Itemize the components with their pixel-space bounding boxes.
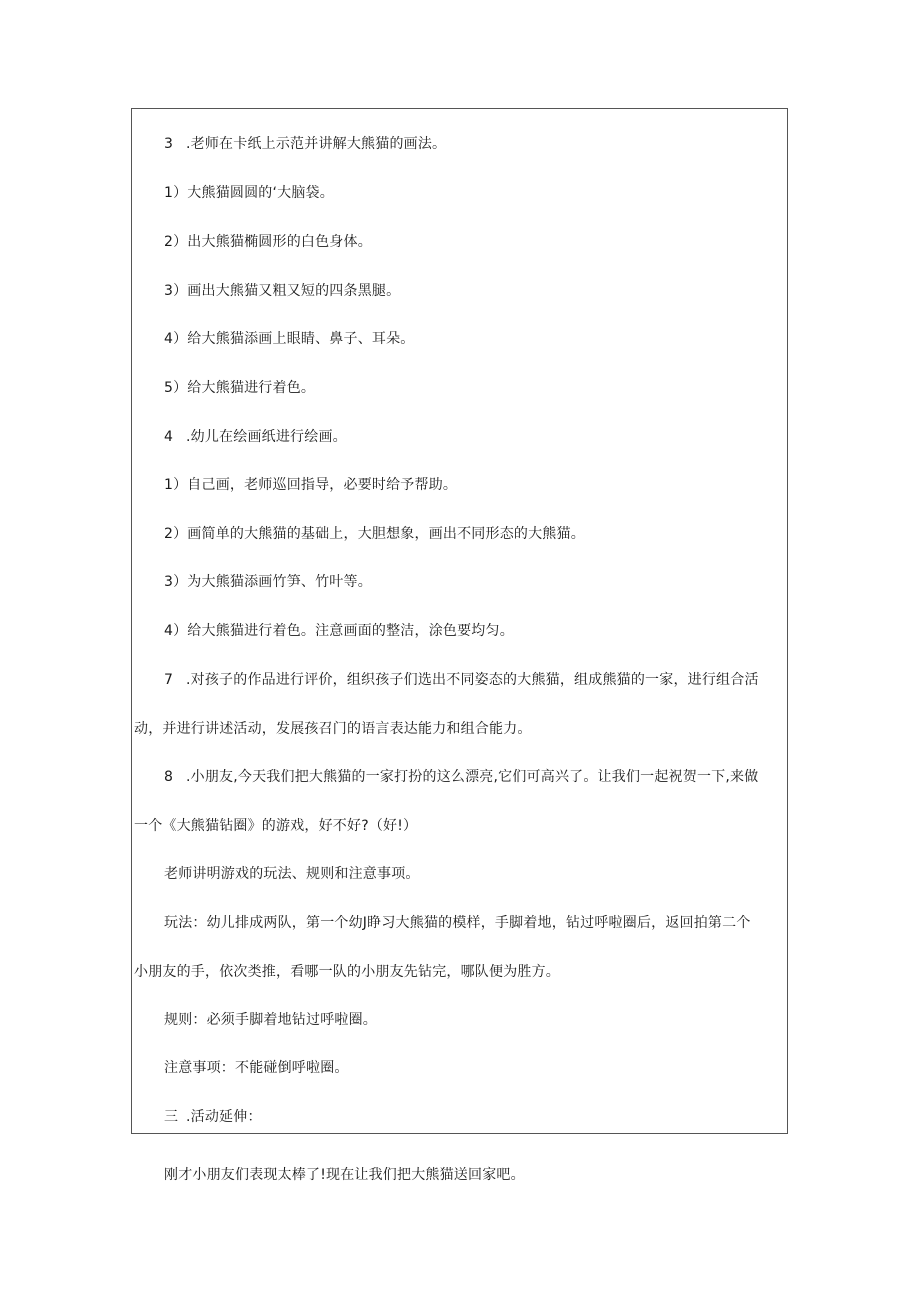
- substep-line: 4）给大熊猫添画上眼睛、鼻子、耳朵。: [164, 331, 415, 347]
- continuation-line: 一个《大熊猫钻圈》的游戏，好不好?（好!）: [134, 818, 418, 834]
- section-heading: 三 .活动延伸：: [164, 1109, 262, 1125]
- closing-line: 刚才小朋友们表现太棒了!现在让我们把大熊猫送回家吧。: [164, 1167, 525, 1183]
- substep-line: 3）画出大熊猫又粗又短的四条黑腿。: [164, 283, 401, 299]
- paragraph-line: 老师讲明游戏的玩法、规则和注意事项。: [164, 866, 420, 882]
- step-4-line: 4 .幼儿在绘画纸进行绘画。: [164, 429, 347, 445]
- step-3-line: 3 .老师在卡纸上示范并讲解大熊猫的画法。: [164, 136, 447, 152]
- continuation-line: 小朋友的手，依次类推，看哪一队的小朋友先钻完，哪队便为胜方。: [134, 964, 560, 980]
- substep-line: 2）画简单的大熊猫的基础上，大胆想象，画出不同形态的大熊猫。: [164, 526, 585, 542]
- substep-line: 4）给大熊猫进行着色。注意画面的整洁，涂色要均匀。: [164, 623, 514, 639]
- paragraph-line: 玩法：幼儿排成两队，第一个幼J睁习大熊猫的模样，手脚着地，钻过呼啦圈后，返回拍第二个: [164, 915, 751, 931]
- continuation-line: 动，并进行讲述活动，发展孩召门的语言表达能力和组合能力。: [134, 721, 532, 737]
- substep-line: 1）大熊猫圆圆的‘大脑袋。: [164, 185, 334, 201]
- paragraph-line: 注意事项：不能碰倒呼啦圈。: [164, 1060, 349, 1076]
- step-7-line: 7 .对孩子的作品进行评价，组织孩子们选出不同姿态的大熊猫，组成熊猫的一家，进行组合活: [164, 672, 759, 688]
- substep-line: 3）为大熊猫添画竹笋、竹叶等。: [164, 574, 372, 590]
- step-8-line: 8 .小朋友,今天我们把大熊猫的一家打扮的这么漂亮,它们可高兴了。让我们一起祝贺一下,来做: [164, 769, 759, 785]
- substep-line: 2）出大熊猫椭圆形的白色身体。: [164, 234, 372, 250]
- substep-line: 1）自己画，老师巡回指导，必要时给予帮助。: [164, 477, 458, 493]
- paragraph-line: 规则：必须手脚着地钻过呼啦圈。: [164, 1012, 377, 1028]
- substep-line: 5）给大熊猫进行着色。: [164, 380, 316, 396]
